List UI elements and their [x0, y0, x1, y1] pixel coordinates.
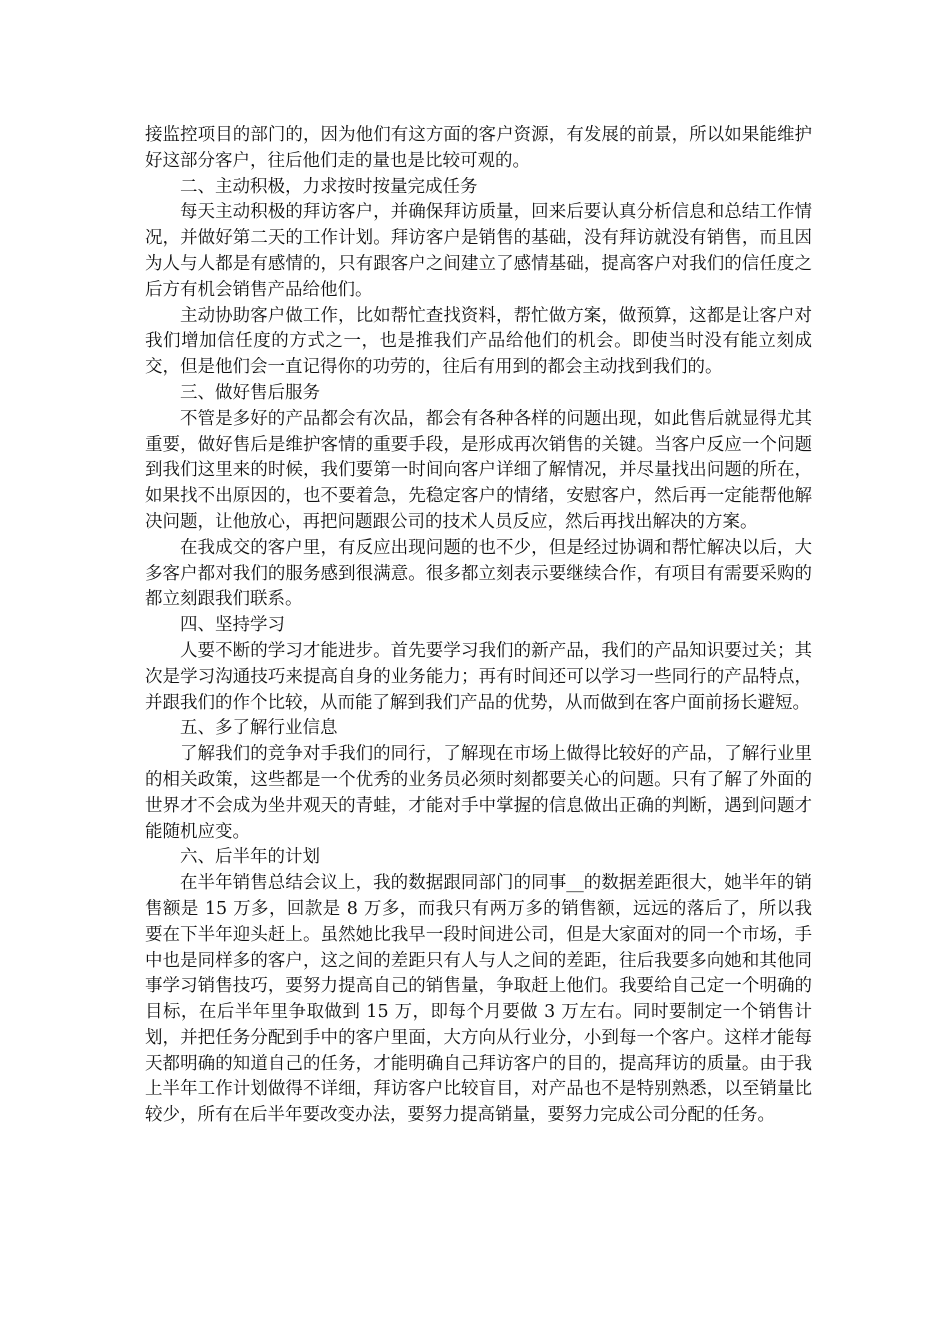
paragraph: 了解我们的竞争对手我们的同行，了解现在市场上做得比较好的产品，了解行业里的相关政策，这些都是一个优秀的业务员必须时刻都要关心的问题。只有了解了外面的世界才不会成为坐井观天的青蛙，才能对手中掌握的信息做出正确的判断，遇到问题才能随机应变。: [145, 744, 812, 842]
paragraph: 在我成交的客户里，有反应出现问题的也不少，但是经过协调和帮忙解决以后，大多客户都对我们的服务感到很满意。很多都立刻表示要继续合作，有项目有需要采购的都立刻跟我们联系。: [145, 537, 812, 610]
paragraph-continued: 接监控项目的部门的，因为他们有这方面的客户资源，有发展的前景，所以如果能维护好这部分客户，往后他们走的量也是比较可观的。: [145, 125, 812, 171]
paragraph: 主动协助客户做工作，比如帮忙查找资料，帮忙做方案，做预算，这都是让客户对我们增加信任度的方式之一，也是推我们产品给他们的机会。即使当时没有能立刻成交，但是他们会一直记得你的功劳的，往后有用到的都会主动找到我们的。: [145, 305, 812, 378]
paragraph: 不管是多好的产品都会有次品，都会有各种各样的问题出现，如此售后就显得尤其重要，做好售后是维护客情的重要手段，是形成再次销售的关键。当客户反应一个问题到我们这里来的时候，我们要第一时间向客户详细了解情况，并尽量找出问题的所在，如果找不出原因的，也不要着急，先稳定客户的情绪，安慰客户，然后再一定能帮他解决问题，让他放心，再把问题跟公司的技术人员反应，然后再找出解决的方案。: [145, 408, 812, 532]
section-heading-4: 四、坚持学习: [180, 615, 285, 636]
section-heading-6: 六、后半年的计划: [180, 847, 320, 868]
section-heading-3: 三、做好售后服务: [180, 382, 320, 403]
paragraph: 每天主动积极的拜访客户，并确保拜访质量，回来后要认真分析信息和总结工作情况，并做好第二天的工作计划。拜访客户是销售的基础，没有拜访就没有销售，而且因为人与人都是有感情的，只有跟客户之间建立了感情基础，提高客户对我们的信任度之后方有机会销售产品给他们。: [145, 202, 812, 300]
section-heading-5: 五、多了解行业信息: [180, 718, 338, 739]
section-heading-2: 二、主动积极，力求按时按量完成任务: [180, 176, 478, 197]
paragraph: 人要不断的学习才能进步。首先要学习我们的新产品，我们的产品知识要过关；其次是学习沟通技巧来提高自身的业务能力；再有时间还可以学习一些同行的产品特点，并跟我们的作个比较，从而能了解到我们产品的优势，从而做到在客户面前扬长避短。: [145, 640, 812, 713]
paragraph: 在半年销售总结会议上，我的数据跟同部门的同事__的数据差距很大，她半年的销售额是 15 万多，回款是 8 万多，而我只有两万多的销售额，远远的落后了，所以我要在下半年迎头赶上。虽然她比我早一段时间进公司，但是大家面对的同一个市场，手中也是同样多的客户，这之间的差距只有人与人之间的差距，往后我要多向她和其他同事学习销售技巧，要努力提高自己的销售量，争取赶上他们。我要给自己定一个明确的目标，在后半年里争取做到 15 万，即每个月要做 3 万左右。同时要制定一个销售计划，并把任务分配到手中的客户里面，大方向从行业分，小到每一个客户。这样才能每天都明确的知道自己的任务，才能明确自己拜访客户的目的，提高拜访的质量。由于我上半年工作计划做得不详细，拜访客户比较盲目，对产品也不是特别熟悉，以至销量比较少，所有在后半年要改变办法，要努力提高销量，要努力完成公司分配的任务。: [145, 873, 812, 1126]
document-body: [145, 123, 812, 1129]
